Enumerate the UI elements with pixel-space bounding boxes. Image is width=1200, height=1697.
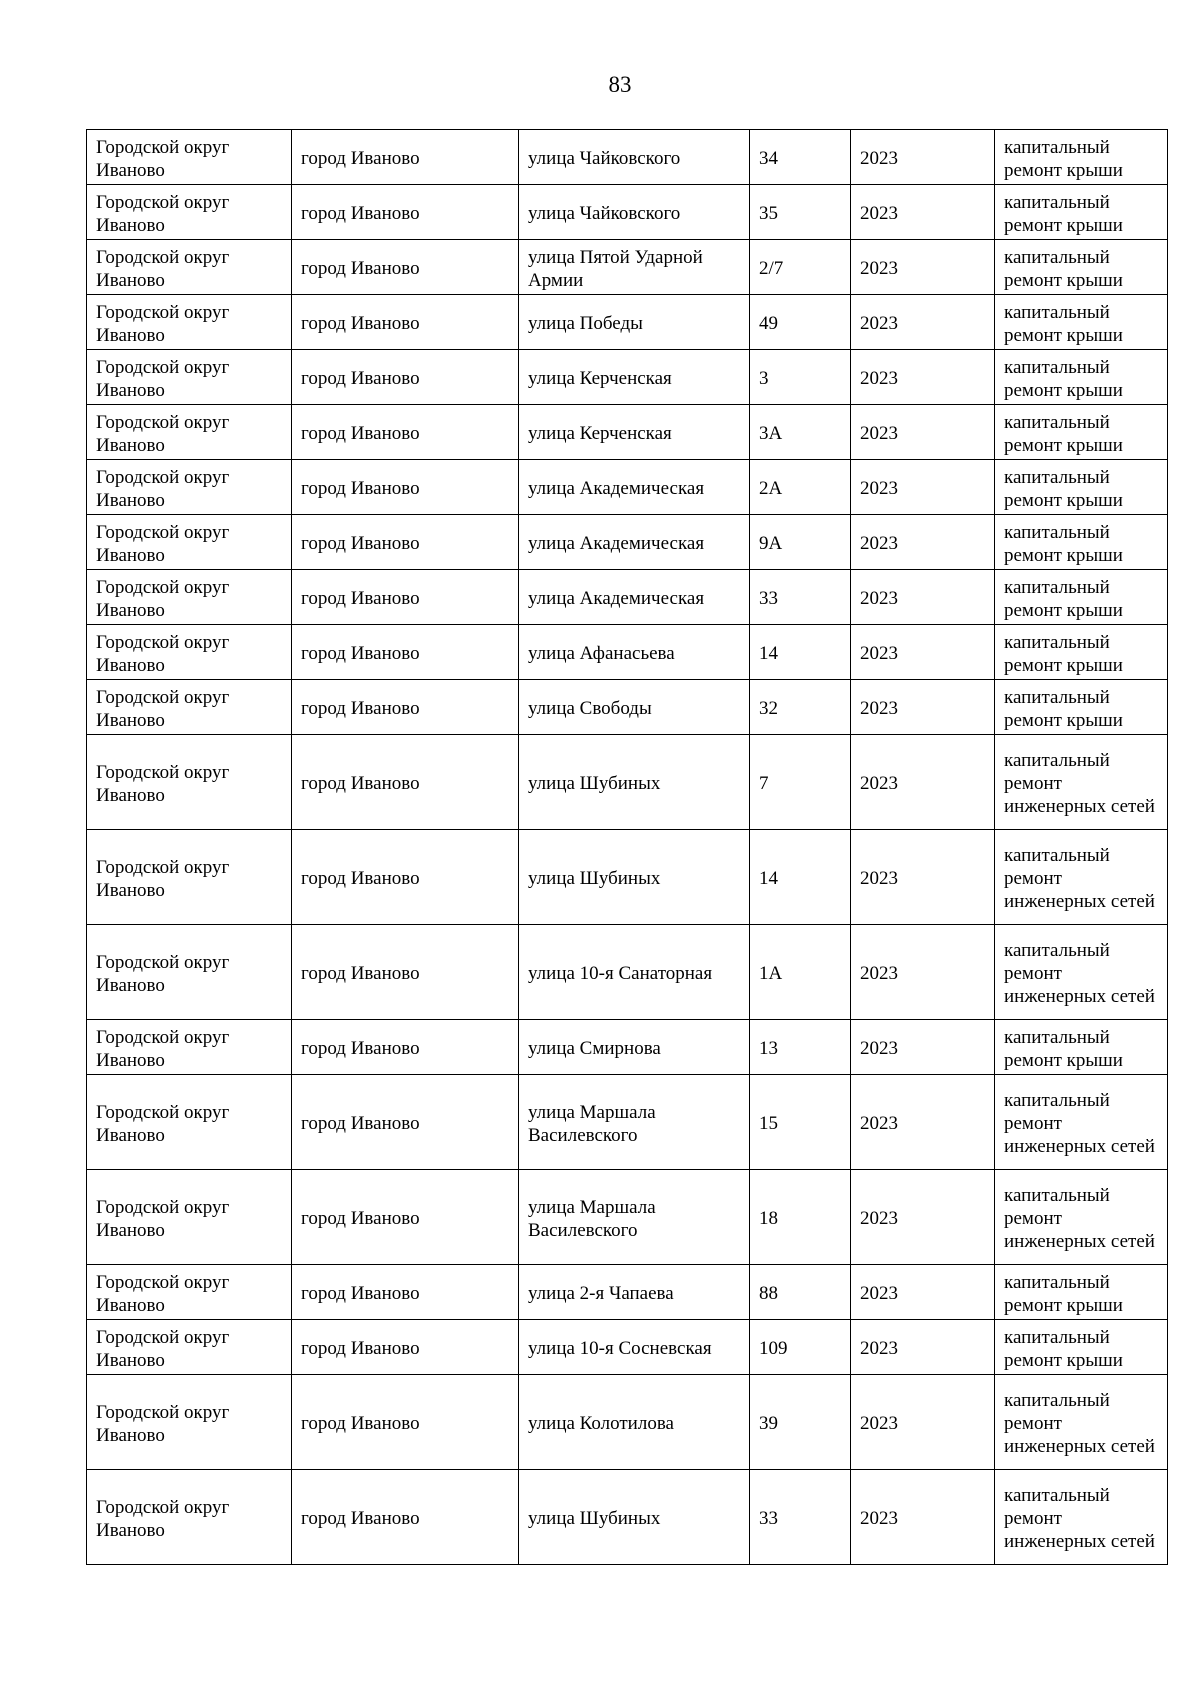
cell-year: 2023: [851, 680, 995, 735]
cell-house: 18: [750, 1170, 851, 1265]
cell-street: улица 2-я Чапаева: [519, 1265, 750, 1320]
cell-house: 2А: [750, 460, 851, 515]
cell-work: капитальный ремонт инженерных сетей: [995, 1170, 1168, 1265]
cell-house: 32: [750, 680, 851, 735]
cell-municipality: Городской округ Иваново: [87, 405, 292, 460]
cell-settlement: город Иваново: [292, 1375, 519, 1470]
cell-year: 2023: [851, 1375, 995, 1470]
cell-municipality: Городской округ Иваново: [87, 515, 292, 570]
cell-work: капитальный ремонт крыши: [995, 625, 1168, 680]
table-body: [87, 130, 1168, 1565]
cell-year: 2023: [851, 1320, 995, 1375]
table-row: [87, 1020, 1168, 1075]
table-row: [87, 515, 1168, 570]
cell-settlement: город Иваново: [292, 185, 519, 240]
cell-work: капитальный ремонт крыши: [995, 295, 1168, 350]
cell-street: улица Чайковского: [519, 185, 750, 240]
table-row: [87, 625, 1168, 680]
cell-house: 3: [750, 350, 851, 405]
cell-street: улица Академическая: [519, 460, 750, 515]
cell-settlement: город Иваново: [292, 405, 519, 460]
cell-house: 15: [750, 1075, 851, 1170]
cell-work: капитальный ремонт крыши: [995, 130, 1168, 185]
cell-municipality: Городской округ Иваново: [87, 1170, 292, 1265]
cell-house: 14: [750, 830, 851, 925]
cell-house: 9А: [750, 515, 851, 570]
cell-year: 2023: [851, 830, 995, 925]
cell-year: 2023: [851, 1020, 995, 1075]
cell-municipality: Городской округ Иваново: [87, 1265, 292, 1320]
cell-year: 2023: [851, 460, 995, 515]
cell-year: 2023: [851, 405, 995, 460]
cell-work: капитальный ремонт крыши: [995, 460, 1168, 515]
cell-year: 2023: [851, 295, 995, 350]
table-row: [87, 1375, 1168, 1470]
cell-settlement: город Иваново: [292, 1470, 519, 1565]
table-row: [87, 830, 1168, 925]
cell-street: улица Маршала Василевского: [519, 1075, 750, 1170]
cell-street: улица Чайковского: [519, 130, 750, 185]
table-row: [87, 460, 1168, 515]
cell-year: 2023: [851, 1170, 995, 1265]
cell-settlement: город Иваново: [292, 460, 519, 515]
cell-street: улица 10-я Санаторная: [519, 925, 750, 1020]
cell-work: капитальный ремонт инженерных сетей: [995, 925, 1168, 1020]
cell-work: капитальный ремонт крыши: [995, 1265, 1168, 1320]
cell-work: капитальный ремонт крыши: [995, 1020, 1168, 1075]
cell-work: капитальный ремонт крыши: [995, 1320, 1168, 1375]
cell-street: улица Керченская: [519, 405, 750, 460]
cell-work: капитальный ремонт крыши: [995, 350, 1168, 405]
cell-settlement: город Иваново: [292, 1265, 519, 1320]
table-row: [87, 570, 1168, 625]
table-row: [87, 925, 1168, 1020]
cell-street: улица 10-я Сосневская: [519, 1320, 750, 1375]
cell-year: 2023: [851, 1265, 995, 1320]
cell-work: капитальный ремонт инженерных сетей: [995, 1375, 1168, 1470]
cell-settlement: город Иваново: [292, 680, 519, 735]
cell-municipality: Городской округ Иваново: [87, 735, 292, 830]
cell-settlement: город Иваново: [292, 240, 519, 295]
cell-street: улица Смирнова: [519, 1020, 750, 1075]
cell-work: капитальный ремонт инженерных сетей: [995, 1075, 1168, 1170]
cell-municipality: Городской округ Иваново: [87, 130, 292, 185]
cell-street: улица Керченская: [519, 350, 750, 405]
cell-house: 33: [750, 1470, 851, 1565]
table-row: [87, 240, 1168, 295]
cell-municipality: Городской округ Иваново: [87, 1375, 292, 1470]
cell-house: 49: [750, 295, 851, 350]
cell-street: улица Афанасьева: [519, 625, 750, 680]
cell-municipality: Городской округ Иваново: [87, 680, 292, 735]
table-row: [87, 1170, 1168, 1265]
cell-municipality: Городской округ Иваново: [87, 1470, 292, 1565]
cell-house: 33: [750, 570, 851, 625]
cell-house: 35: [750, 185, 851, 240]
cell-settlement: город Иваново: [292, 515, 519, 570]
cell-settlement: город Иваново: [292, 130, 519, 185]
cell-work: капитальный ремонт крыши: [995, 515, 1168, 570]
cell-year: 2023: [851, 925, 995, 1020]
cell-house: 14: [750, 625, 851, 680]
cell-settlement: город Иваново: [292, 735, 519, 830]
cell-settlement: город Иваново: [292, 295, 519, 350]
cell-year: 2023: [851, 515, 995, 570]
table-row: [87, 405, 1168, 460]
cell-settlement: город Иваново: [292, 1075, 519, 1170]
cell-municipality: Городской округ Иваново: [87, 1020, 292, 1075]
cell-house: 1А: [750, 925, 851, 1020]
cell-house: 88: [750, 1265, 851, 1320]
cell-year: 2023: [851, 735, 995, 830]
cell-house: 13: [750, 1020, 851, 1075]
cell-street: улица Шубиных: [519, 830, 750, 925]
cell-year: 2023: [851, 625, 995, 680]
cell-street: улица Шубиных: [519, 735, 750, 830]
cell-municipality: Городской округ Иваново: [87, 1320, 292, 1375]
cell-work: капитальный ремонт крыши: [995, 185, 1168, 240]
table-row: [87, 350, 1168, 405]
table-row: [87, 735, 1168, 830]
cell-year: 2023: [851, 350, 995, 405]
cell-street: улица Свободы: [519, 680, 750, 735]
cell-settlement: город Иваново: [292, 625, 519, 680]
cell-municipality: Городской округ Иваново: [87, 925, 292, 1020]
cell-house: 39: [750, 1375, 851, 1470]
table-row: [87, 295, 1168, 350]
cell-year: 2023: [851, 570, 995, 625]
cell-street: улица Академическая: [519, 515, 750, 570]
cell-municipality: Городской округ Иваново: [87, 830, 292, 925]
repair-schedule-table: [86, 129, 1168, 1565]
cell-work: капитальный ремонт инженерных сетей: [995, 735, 1168, 830]
cell-street: улица Колотилова: [519, 1375, 750, 1470]
cell-house: 7: [750, 735, 851, 830]
cell-house: 109: [750, 1320, 851, 1375]
cell-work: капитальный ремонт крыши: [995, 570, 1168, 625]
cell-municipality: Городской округ Иваново: [87, 185, 292, 240]
cell-street: улица Победы: [519, 295, 750, 350]
cell-settlement: город Иваново: [292, 1020, 519, 1075]
cell-work: капитальный ремонт крыши: [995, 240, 1168, 295]
cell-settlement: город Иваново: [292, 925, 519, 1020]
cell-work: капитальный ремонт инженерных сетей: [995, 1470, 1168, 1565]
table-row: [87, 680, 1168, 735]
cell-settlement: город Иваново: [292, 1170, 519, 1265]
table-row: [87, 130, 1168, 185]
cell-street: улица Маршала Василевского: [519, 1170, 750, 1265]
cell-settlement: город Иваново: [292, 830, 519, 925]
cell-settlement: город Иваново: [292, 1320, 519, 1375]
cell-work: капитальный ремонт крыши: [995, 405, 1168, 460]
cell-municipality: Городской округ Иваново: [87, 240, 292, 295]
cell-municipality: Городской округ Иваново: [87, 460, 292, 515]
table-row: [87, 1075, 1168, 1170]
cell-year: 2023: [851, 130, 995, 185]
cell-house: 2/7: [750, 240, 851, 295]
cell-year: 2023: [851, 185, 995, 240]
cell-year: 2023: [851, 240, 995, 295]
cell-house: 34: [750, 130, 851, 185]
table-row: [87, 185, 1168, 240]
cell-work: капитальный ремонт инженерных сетей: [995, 830, 1168, 925]
table-row: [87, 1470, 1168, 1565]
cell-year: 2023: [851, 1470, 995, 1565]
cell-municipality: Городской округ Иваново: [87, 570, 292, 625]
cell-municipality: Городской округ Иваново: [87, 295, 292, 350]
cell-street: улица Академическая: [519, 570, 750, 625]
table-row: [87, 1265, 1168, 1320]
cell-street: улица Пятой Ударной Армии: [519, 240, 750, 295]
table-row: [87, 1320, 1168, 1375]
page-number: 83: [608, 72, 632, 97]
cell-house: 3А: [750, 405, 851, 460]
cell-municipality: Городской округ Иваново: [87, 350, 292, 405]
cell-municipality: Городской округ Иваново: [87, 1075, 292, 1170]
cell-municipality: Городской округ Иваново: [87, 625, 292, 680]
cell-settlement: город Иваново: [292, 570, 519, 625]
cell-work: капитальный ремонт крыши: [995, 680, 1168, 735]
cell-settlement: город Иваново: [292, 350, 519, 405]
cell-year: 2023: [851, 1075, 995, 1170]
cell-street: улица Шубиных: [519, 1470, 750, 1565]
